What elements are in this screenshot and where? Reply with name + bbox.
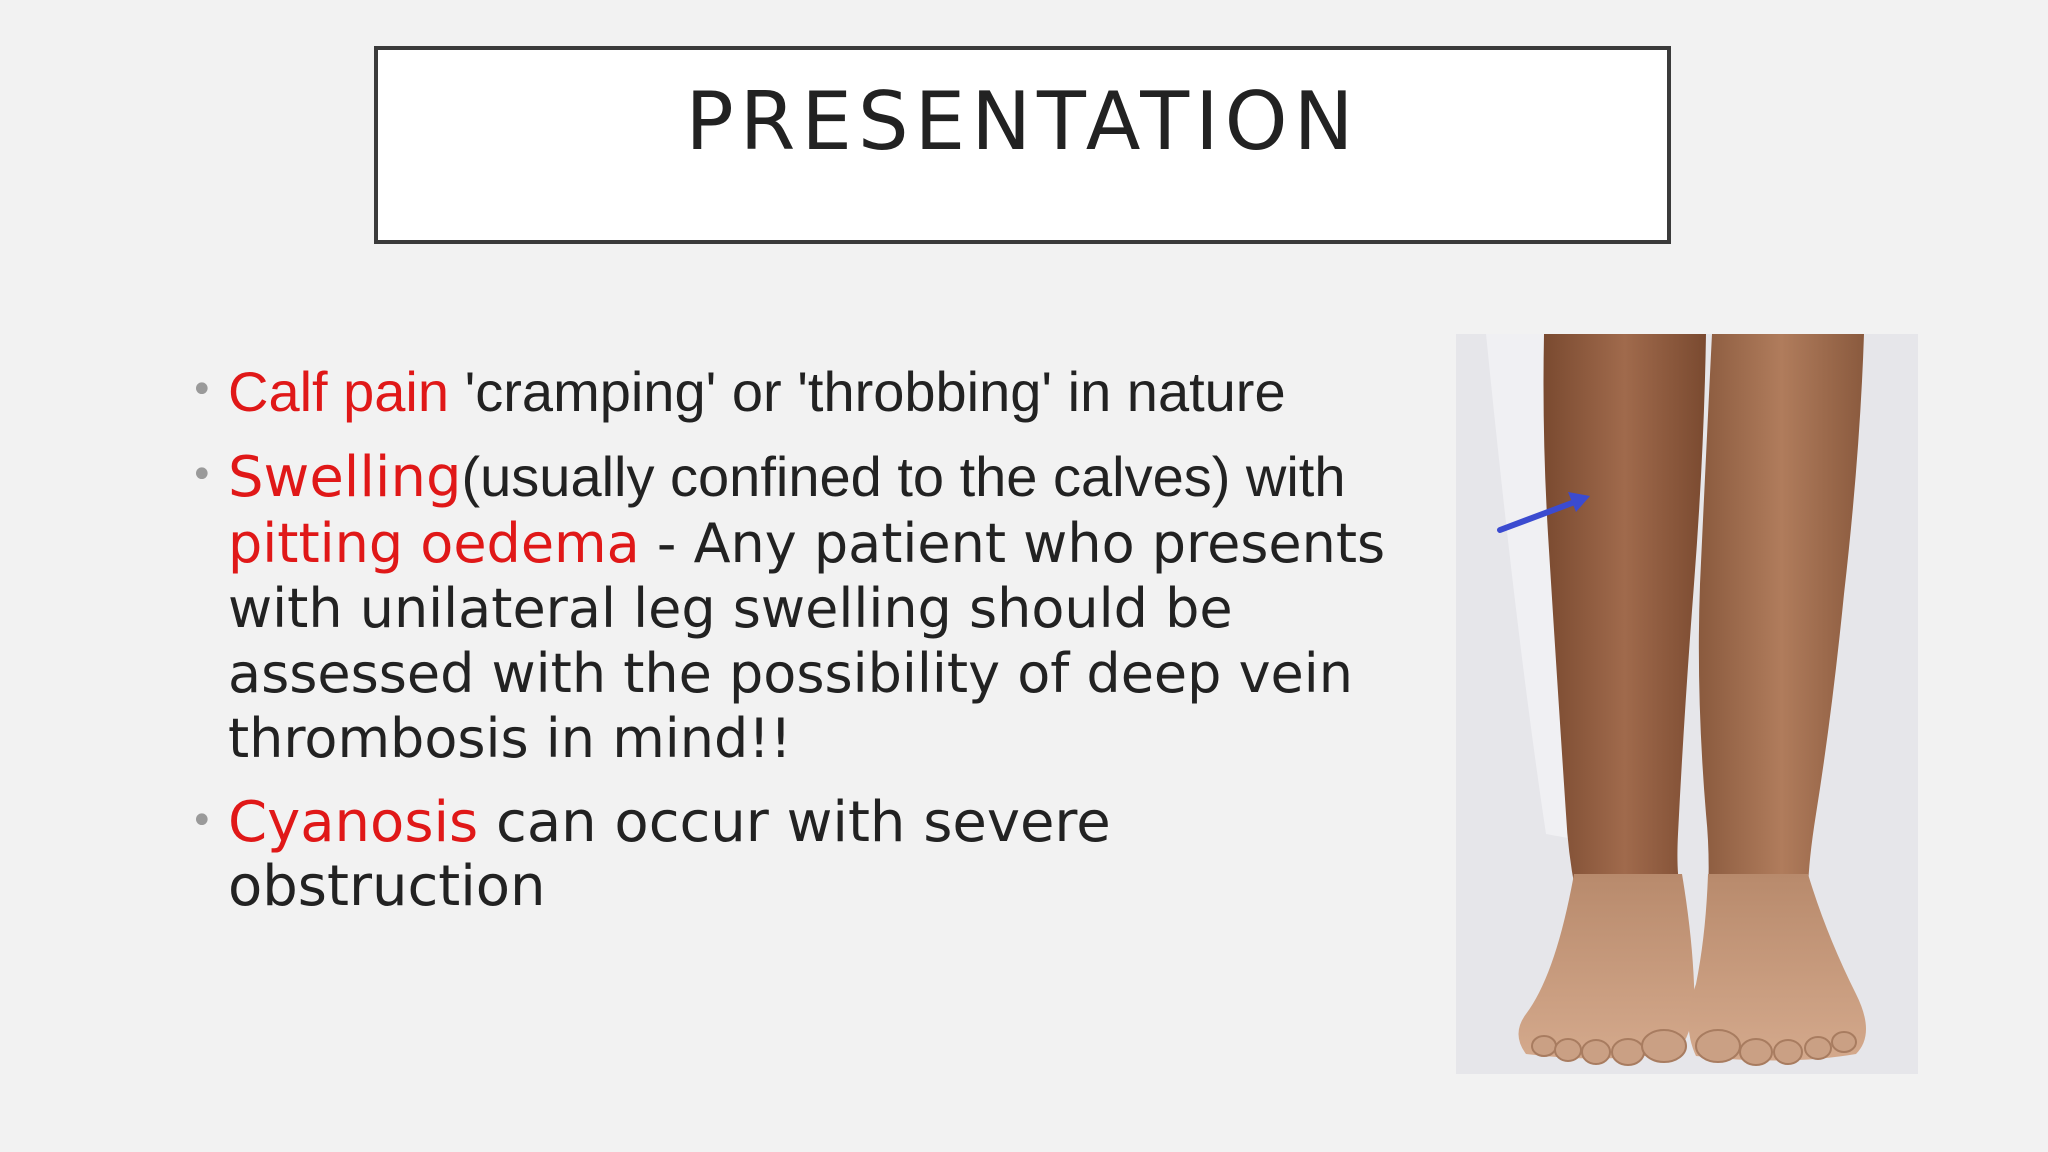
bullet-text-2: - Any patient who presents [639,511,1386,575]
bullet-line-2 [228,511,1420,576]
bullet-item-cyanosis [190,791,1420,920]
bullet-line-4: assessed with the possibility of deep vein [228,641,1353,705]
bullet-line-3: with unilateral leg swelling should be [228,576,1233,640]
bullet-list [190,360,1420,940]
bullet-dot-icon: • [190,367,214,413]
bullet-text: (usually confined to the calves) with [461,445,1346,509]
bullet-item-swelling [190,445,1420,770]
bullet-highlight: Cyanosis [228,789,479,855]
title-box [374,46,1671,244]
bullet-line-5: thrombosis in mind!! [228,706,792,770]
bullet-highlight-2: pitting oedema [228,511,640,575]
legs-photo-svg [1456,334,1918,1074]
bullet-dot-icon: • [190,797,214,844]
legs-photo-icon [1456,334,1918,1074]
slide-title: PRESENTATION [685,75,1360,168]
bullet-highlight: Calf pain [228,360,450,423]
bullet-dot-icon: • [190,452,214,499]
bullet-text: can occur with severe obstruction [228,789,1111,920]
bullet-text: 'cramping' or 'throbbing' in nature [449,360,1286,423]
bullet-highlight: Swelling [228,445,462,511]
bullet-item-calf-pain [190,360,1420,425]
